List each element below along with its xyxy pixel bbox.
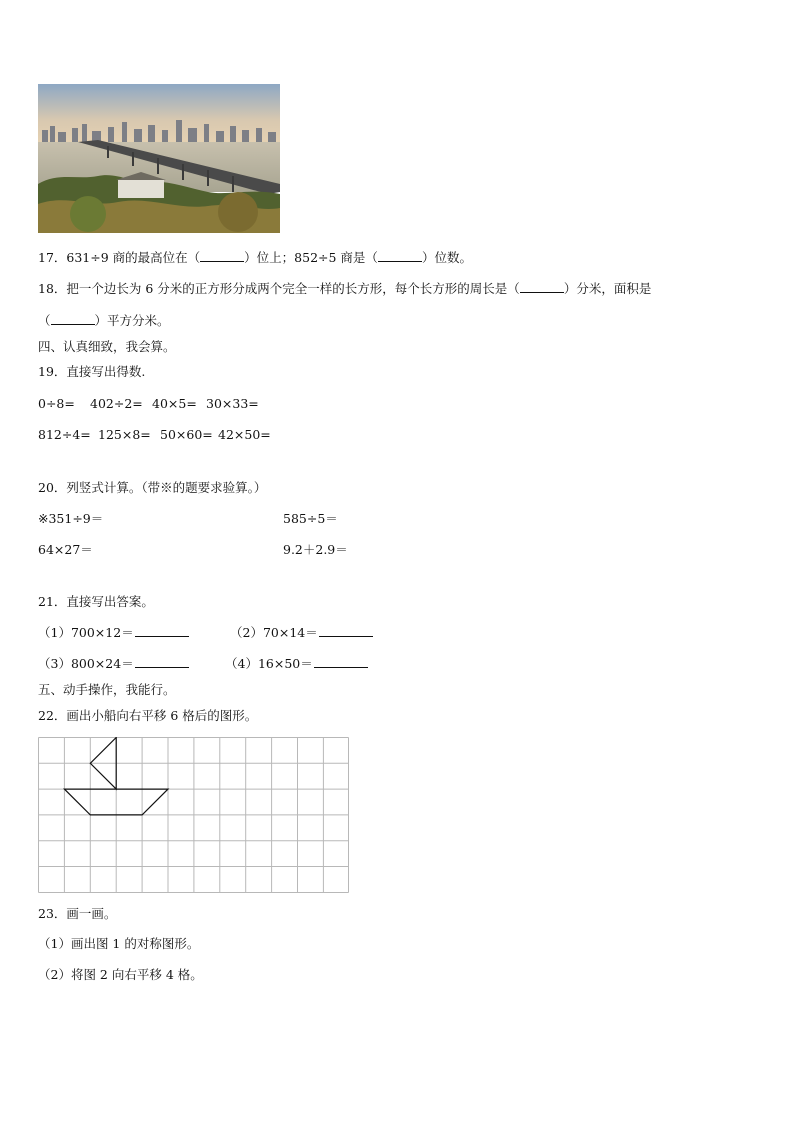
answer-line[interactable]: [135, 656, 189, 668]
calc-item: 125×8=: [98, 427, 151, 442]
calc-item: 812÷4=: [38, 427, 91, 442]
part-text: （2）70×14＝: [230, 625, 318, 640]
calc-item: 50×60=: [160, 427, 213, 442]
calc-item: 40×5=: [152, 396, 197, 411]
question-18: [38, 281, 651, 297]
question-text: ）位数。: [421, 250, 472, 265]
calc-item: 42×50=: [218, 427, 271, 442]
calc-item: 64×27＝: [38, 542, 93, 557]
answer-line[interactable]: [319, 625, 373, 637]
answer-blank[interactable]: [51, 313, 95, 325]
question-text: 631÷9 商的最高位在（: [66, 250, 201, 265]
part-text: （3）800×24＝: [38, 656, 134, 671]
drawing-grid[interactable]: [38, 737, 349, 897]
answer-blank[interactable]: [200, 250, 244, 262]
question-20-title: 20．列竖式计算。（带※的题要求验算。）: [38, 480, 267, 495]
question-22-title: 22．画出小船向右平移 6 格后的图形。: [38, 708, 258, 723]
question-text: ）分米，面积是: [563, 281, 652, 296]
calc-item: 402÷2=: [90, 396, 143, 411]
section-heading: 四、认真细致，我会算。: [38, 339, 176, 354]
answer-line[interactable]: [135, 625, 189, 637]
question-23-title: 23．画一画。: [38, 906, 117, 921]
part-text: （4）16×50＝: [225, 656, 313, 671]
calc-item: 585÷5＝: [283, 511, 338, 526]
question-text: ）平方分米。: [94, 313, 170, 328]
calc-item: 0÷8=: [38, 396, 75, 411]
question-19-row1: [38, 396, 259, 412]
answer-line[interactable]: [314, 656, 368, 668]
question-21-part: [225, 656, 368, 672]
question-19-title: 19．直接写出得数.: [38, 364, 146, 379]
answer-blank[interactable]: [378, 250, 422, 262]
question-18-line2: [38, 313, 170, 329]
question-number: 17．: [38, 250, 67, 265]
question-21-title: 21．直接写出答案。: [38, 594, 154, 609]
question-23-sub2: （2）将图 2 向右平移 4 格。: [38, 967, 203, 982]
bridge-photo: [38, 84, 280, 233]
question-21-part: [230, 625, 373, 641]
question-23-sub1: （1）画出图 1 的对称图形。: [38, 936, 200, 951]
question-17: [38, 250, 472, 266]
part-text: （1）700×12＝: [38, 625, 134, 640]
question-text: ）位上；852÷5 商是（: [244, 250, 378, 265]
calc-item: 30×33=: [206, 396, 259, 411]
calc-item: 9.2＋2.9＝: [283, 542, 348, 557]
question-19-row2: [38, 427, 271, 443]
question-text: 把一个边长为 6 分米的正方形分成两个完全一样的长方形，每个长方形的周长是（: [66, 281, 520, 296]
question-21-part: [38, 656, 189, 672]
question-number: 18．: [38, 281, 67, 296]
question-21-part: [38, 625, 189, 641]
calc-item: ※351÷9＝: [38, 511, 104, 526]
section-heading: 五、动手操作，我能行。: [38, 682, 176, 697]
answer-blank[interactable]: [520, 281, 564, 293]
question-text: （: [38, 313, 51, 328]
